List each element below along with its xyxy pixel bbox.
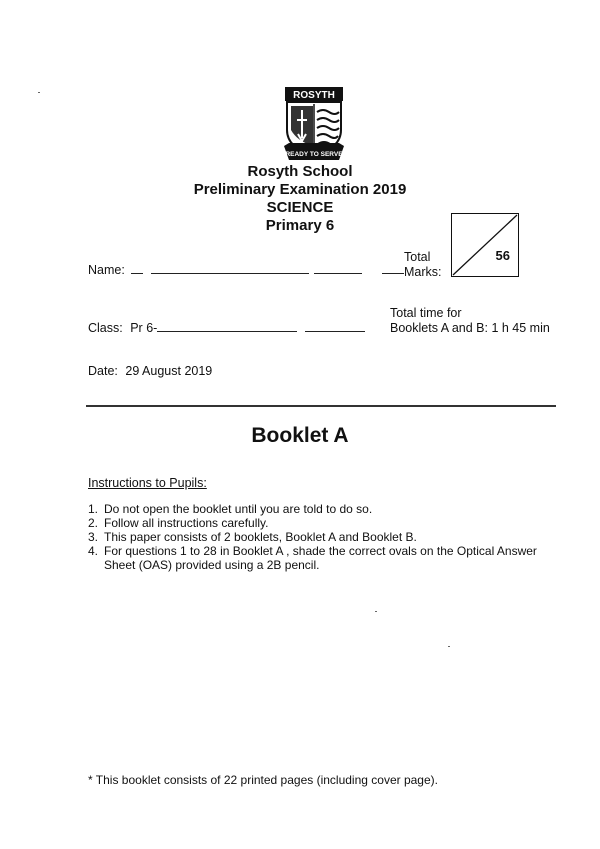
class-field	[88, 321, 365, 335]
name-line-short	[131, 273, 143, 274]
total-time-info	[390, 306, 550, 336]
instruction-item	[88, 516, 558, 530]
total-marks-value: 56	[495, 248, 510, 263]
scan-speck	[375, 611, 377, 612]
instruction-number: 4.	[88, 544, 99, 558]
scan-speck	[448, 646, 450, 647]
booklet-title: Booklet A	[251, 424, 349, 447]
page-count-footnote: * This booklet consists of 22 printed pages (including cover page).	[88, 773, 438, 787]
total-marks-label-line1: Total	[404, 250, 431, 264]
instruction-item	[88, 530, 558, 544]
crest-motto-text: READY TO SERVE	[285, 151, 343, 158]
marks-diagonal-line	[452, 214, 518, 276]
section-divider	[86, 405, 556, 407]
exam-title: Preliminary Examination 2019	[193, 181, 407, 198]
crest-name-text: ROSYTH	[293, 90, 335, 101]
name-line-tail	[382, 273, 404, 274]
name-label: Name:	[88, 263, 125, 277]
date-value: 29 August 2019	[125, 364, 213, 378]
name-field	[88, 263, 404, 277]
date-label: Date:	[88, 364, 118, 378]
class-label: Class:	[88, 321, 123, 335]
instruction-text: For questions 1 to 28 in Booklet A , shade the correct ovals on the Optical Answer Sheet (OAS) provided using a 2B pencil.	[104, 544, 537, 572]
instruction-number: 2.	[88, 516, 99, 530]
total-marks-box	[451, 213, 519, 277]
instruction-item	[88, 544, 558, 572]
name-line	[151, 273, 309, 274]
instruction-text: Follow all instructions carefully.	[104, 516, 269, 530]
total-marks-label-line2: Marks:	[404, 265, 442, 279]
total-marks-label	[404, 250, 442, 280]
class-line-end	[305, 331, 365, 332]
total-time-line1: Total time for	[390, 306, 462, 320]
school-name: Rosyth School	[247, 163, 353, 180]
name-line-end	[314, 273, 362, 274]
instructions-heading: Instructions to Pupils:	[88, 476, 207, 490]
instruction-number: 3.	[88, 530, 99, 544]
instruction-number: 1.	[88, 502, 99, 516]
subject-title: SCIENCE	[266, 199, 334, 216]
class-line	[157, 331, 297, 332]
total-time-line2: Booklets A and B: 1 h 45 min	[390, 321, 550, 335]
instruction-text: Do not open the booklet until you are told to do so.	[104, 502, 373, 516]
instruction-text: This paper consists of 2 booklets, Booklet A and Booklet B.	[104, 530, 417, 544]
instructions-list	[88, 502, 558, 572]
date-field	[88, 364, 212, 378]
scan-speck	[38, 92, 40, 93]
class-prefix: Pr 6-	[130, 321, 158, 335]
instruction-item	[88, 502, 558, 516]
level-title: Primary 6	[265, 217, 335, 234]
school-crest-logo	[283, 86, 345, 161]
